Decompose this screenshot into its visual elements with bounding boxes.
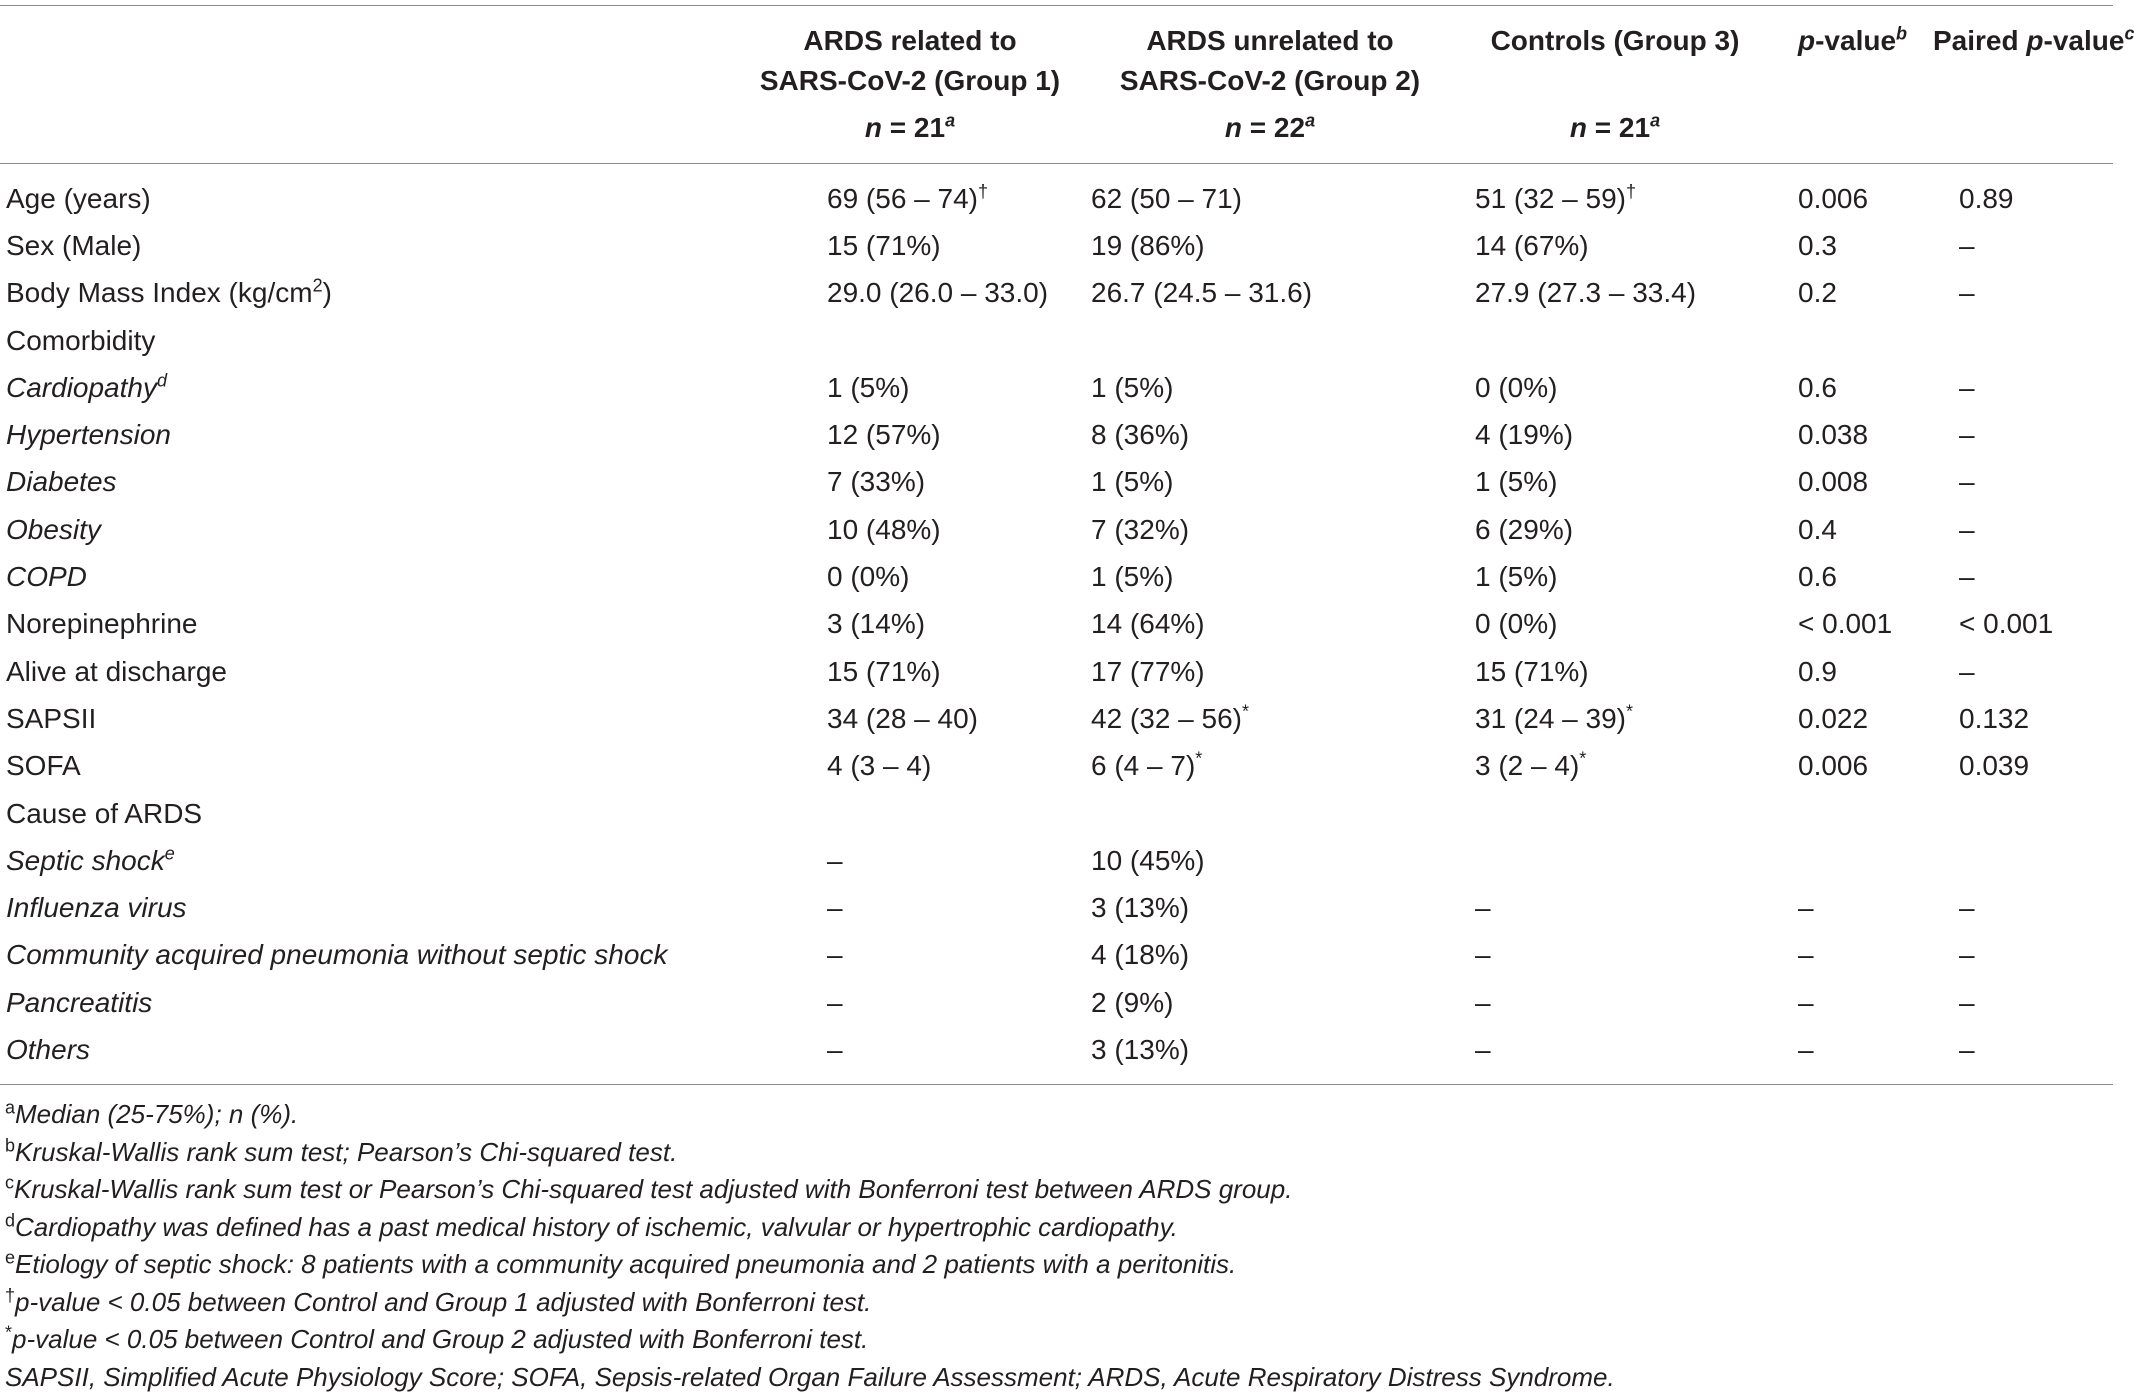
table-row	[0, 222, 2113, 269]
row-label: Norepinephrine	[6, 608, 198, 640]
cell-p-value: 0.006	[1798, 182, 1869, 214]
table-row	[0, 743, 2113, 790]
cell-group3: 0 (0%)	[1475, 608, 1558, 640]
cell-paired-p-value: –	[1959, 939, 1975, 971]
table-row	[0, 553, 2113, 600]
cell-group1: 15 (71%)	[827, 655, 941, 687]
cell-group1: 4 (3 – 4)	[827, 750, 932, 782]
cell-p-value	[1780, 790, 1933, 837]
cell-group3: –	[1475, 986, 1491, 1018]
cell-group3: 1 (5%)	[1475, 466, 1558, 498]
cell-paired-p-value	[1933, 790, 2113, 837]
cell-group3: 51 (32 – 59)†	[1475, 181, 1637, 214]
cell-group2: 19 (86%)	[1091, 229, 1205, 261]
header-group2-line1: ARDS unrelated to	[1146, 25, 1394, 56]
bottom-rule	[0, 1084, 2113, 1085]
header-group2-line2: SARS-CoV-2 (Group 2)	[1119, 65, 1421, 96]
footnote: †p-value < 0.05 between Control and Group 1 adjusted with Bonferroni test.	[5, 1284, 872, 1317]
row-label: SOFA	[6, 750, 81, 782]
cell-group2: 3 (13%)	[1091, 892, 1190, 924]
cell-paired-p-value: –	[1959, 561, 1975, 593]
cell-p-value: –	[1798, 986, 1814, 1018]
cell-p-value: 0.6	[1798, 561, 1837, 593]
cell-group1: 10 (48%)	[827, 513, 941, 545]
cell-paired-p-value: –	[1959, 892, 1975, 924]
table-row	[0, 884, 2113, 931]
cell-group3: 15 (71%)	[1475, 655, 1589, 687]
cell-p-value: 0.3	[1798, 229, 1837, 261]
row-label: Community acquired pneumonia without septic shock	[6, 939, 668, 971]
cell-p-value: 0.9	[1798, 655, 1837, 687]
header-group3-n: $n = 21^a$	[1569, 110, 1661, 143]
table-row	[0, 648, 2113, 695]
cell-group2: 14 (64%)	[1091, 608, 1205, 640]
cell-paired-p-value: 0.132	[1959, 702, 2030, 734]
cell-group1: 3 (14%)	[827, 608, 926, 640]
cell-group2: 10 (45%)	[1091, 844, 1205, 876]
cell-paired-p-value: –	[1959, 277, 1975, 309]
cell-group1: 1 (5%)	[827, 371, 910, 403]
cell-group3: 4 (19%)	[1475, 419, 1574, 451]
cell-group2: 1 (5%)	[1091, 561, 1174, 593]
cell-group2: 1 (5%)	[1091, 466, 1174, 498]
table-row	[0, 270, 2113, 317]
cell-group2: 3 (13%)	[1091, 1033, 1190, 1065]
row-label: Alive at discharge	[6, 655, 228, 687]
row-label: Comorbidity	[6, 324, 156, 356]
cell-paired-p-value: –	[1959, 655, 1975, 687]
cell-group1	[730, 790, 1090, 837]
table-row	[0, 506, 2113, 553]
table-body	[0, 163, 2113, 1074]
row-label: Hypertension	[6, 419, 171, 451]
table-row	[0, 317, 2113, 364]
header-group1-line1: ARDS related to	[803, 25, 1017, 56]
cell-group1: 12 (57%)	[827, 419, 941, 451]
cell-group1: –	[827, 844, 843, 876]
cell-group3: –	[1475, 939, 1491, 971]
row-label: Sex (Male)	[6, 229, 142, 261]
row-label: Obesity	[6, 513, 101, 545]
cell-group2: 17 (77%)	[1091, 655, 1205, 687]
cell-group3: 31 (24 – 39)*	[1475, 701, 1634, 734]
header-group2-n: $n = 22^a$	[1224, 110, 1316, 143]
cell-group2: 6 (4 – 7)*	[1091, 748, 1203, 782]
cell-group2: 1 (5%)	[1091, 371, 1174, 403]
footnote: *p-value < 0.05 between Control and Group 2 adjusted with Bonferroni test.	[5, 1322, 869, 1354]
cell-p-value: 0.006	[1798, 750, 1869, 782]
row-label: Influenza virus	[6, 892, 187, 924]
cell-group1	[730, 317, 1090, 364]
cell-group3: 1 (5%)	[1475, 561, 1558, 593]
cell-paired-p-value: 0.039	[1959, 750, 2030, 782]
cell-group3: –	[1475, 892, 1491, 924]
cell-paired-p-value: –	[1959, 466, 1975, 498]
cell-p-value: –	[1798, 939, 1814, 971]
header-group3	[1450, 0, 1780, 163]
cell-group2: 26.7 (24.5 – 31.6)	[1091, 277, 1313, 309]
row-label: Diabetes	[6, 466, 117, 498]
cell-paired-p-value: –	[1959, 986, 1975, 1018]
cell-group2: 7 (32%)	[1091, 513, 1190, 545]
footnote: $^b$Kruskal-Wallis rank sum test; Pearson’s Chi-squared test.	[5, 1134, 678, 1167]
table-row	[0, 459, 2113, 506]
cell-p-value: –	[1798, 892, 1814, 924]
table-row	[0, 411, 2113, 458]
cell-group2: 2 (9%)	[1091, 986, 1174, 1018]
cell-p-value: 0.038	[1798, 419, 1869, 451]
table-row	[0, 364, 2113, 411]
cell-group3: 0 (0%)	[1475, 371, 1558, 403]
table-row	[0, 790, 2113, 837]
row-label: COPD	[6, 561, 87, 593]
cell-group3: –	[1475, 1033, 1491, 1065]
table-row	[0, 163, 2113, 222]
cell-p-value: 0.022	[1798, 702, 1869, 734]
cell-p-value: 0.008	[1798, 466, 1869, 498]
footnote: $^d$Cardiopathy was defined has a past medical history of ischemic, valvular or hypertrophic cardiopathy.	[5, 1209, 1178, 1242]
cell-paired-p-value: < 0.001	[1959, 608, 2054, 640]
cell-group1: –	[827, 986, 843, 1018]
footnote: $^a$Median (25-75%); n (%).	[5, 1097, 299, 1129]
cell-group1: 0 (0%)	[827, 561, 910, 593]
row-label: Body Mass Index $(kg/cm^2)$	[6, 275, 332, 309]
cell-paired-p-value	[1933, 317, 2113, 364]
cell-p-value: < 0.001	[1798, 608, 1893, 640]
cell-group2	[1090, 317, 1450, 364]
row-label: Septic shock$^e$	[6, 843, 175, 876]
cell-p-value: 0.4	[1798, 513, 1837, 545]
header-label-column	[0, 0, 730, 163]
cell-group1: –	[827, 892, 843, 924]
cell-paired-p-value	[1933, 837, 2113, 884]
table-row	[0, 932, 2113, 979]
row-label: Cardiopathy$^d$	[6, 370, 167, 403]
header-group2	[1090, 0, 1450, 163]
footnote: $^e$Etiology of septic shock: 8 patients with a community acquired pneumonia and 2 patients with a peritonitis.	[5, 1247, 1237, 1279]
cell-p-value: 0.6	[1798, 371, 1837, 403]
cell-paired-p-value: –	[1959, 229, 1975, 261]
header-paired-p-value: Paired p-value$^c$	[1933, 23, 2134, 56]
row-label: Others	[6, 1033, 91, 1065]
row-label: SAPSII	[6, 702, 97, 734]
cell-group3: 3 (2 – 4)*	[1475, 748, 1587, 782]
row-label: Cause of ARDS	[6, 797, 203, 829]
cell-group2: 8 (36%)	[1091, 419, 1190, 451]
cell-paired-p-value: 0.89	[1959, 182, 2014, 214]
table-row	[0, 837, 2113, 884]
cell-group3	[1450, 790, 1780, 837]
cell-p-value	[1780, 317, 1933, 364]
header-p-value: p-value$^b$	[1798, 23, 1908, 56]
cell-group1: –	[827, 1033, 843, 1065]
cell-group1: –	[827, 939, 843, 971]
header-group3-line1: Controls (Group 3)	[1490, 25, 1740, 56]
cell-group1: 15 (71%)	[827, 229, 941, 261]
table-row	[0, 695, 2113, 742]
cell-group2: 4 (18%)	[1091, 939, 1190, 971]
cell-group3	[1450, 837, 1780, 884]
row-label: Age (years)	[6, 182, 151, 214]
cell-group1: 7 (33%)	[827, 466, 926, 498]
cell-paired-p-value: –	[1959, 513, 1975, 545]
cell-group3	[1450, 317, 1780, 364]
header-group1-n: $n = 21^a$	[864, 110, 956, 143]
table-row	[0, 979, 2113, 1026]
cell-group1: 34 (28 – 40)	[827, 702, 978, 734]
footnote: SAPSII, Simplified Acute Physiology Score; SOFA, Sepsis-related Organ Failure Assessment; ARDS, Acute Respiratory Distress Syndrome.	[5, 1361, 1615, 1392]
cell-p-value	[1780, 837, 1933, 884]
cell-group3: 14 (67%)	[1475, 229, 1589, 261]
cell-group3: 6 (29%)	[1475, 513, 1574, 545]
cell-group2: 42 (32 – 56)*	[1091, 701, 1250, 734]
table-row	[0, 601, 2113, 648]
header-group1	[730, 0, 1090, 163]
table-row	[0, 1026, 2113, 1073]
header-group1-line2: SARS-CoV-2 (Group 1)	[759, 65, 1061, 96]
cell-group2: 62 (50 – 71)	[1091, 182, 1242, 214]
cell-group1: 69 (56 – 74)†	[827, 181, 989, 214]
footnote: $^c$Kruskal-Wallis rank sum test or Pearson’s Chi-squared test adjusted with Bonferroni test between ARDS group.	[5, 1172, 1293, 1204]
cell-group2	[1090, 790, 1450, 837]
cell-p-value: –	[1798, 1033, 1814, 1065]
cell-paired-p-value: –	[1959, 371, 1975, 403]
cell-group3: 27.9 (27.3 – 33.4)	[1475, 277, 1697, 309]
cell-paired-p-value: –	[1959, 419, 1975, 451]
header-row	[0, 0, 2113, 163]
cell-p-value: 0.2	[1798, 277, 1837, 309]
table-footnotes	[5, 1096, 2105, 1396]
row-label: Pancreatitis	[6, 986, 153, 1018]
cell-group1: 29.0 (26.0 – 33.0)	[827, 277, 1049, 309]
cell-paired-p-value: –	[1959, 1033, 1975, 1065]
